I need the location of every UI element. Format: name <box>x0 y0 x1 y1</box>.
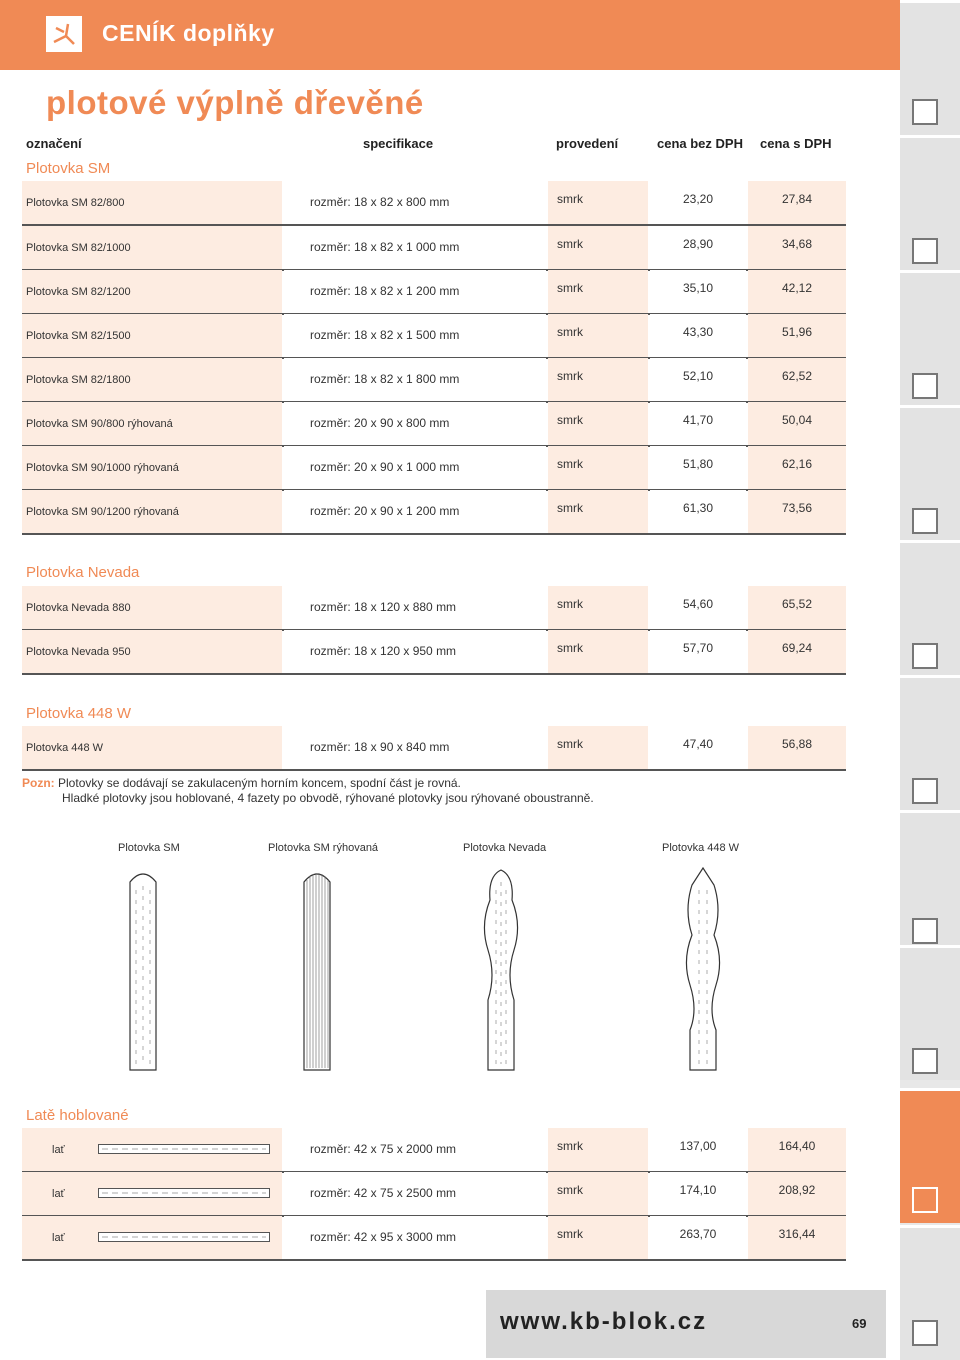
table-row <box>22 1216 846 1261</box>
column-header-specifikace: specifikace <box>363 136 434 151</box>
row-name: lať <box>52 1144 65 1156</box>
side-tab-2[interactable] <box>900 135 960 270</box>
row-price-bez-dph: 47,40 <box>682 737 714 751</box>
row-spec: rozměr: 18 x 90 x 840 mm <box>310 740 450 754</box>
row-price-bez-dph: 51,80 <box>682 457 714 471</box>
row-price-bez-dph: 41,70 <box>682 413 714 427</box>
row-name: Plotovka SM 82/1800 <box>26 374 131 386</box>
row-price-bez-dph: 23,20 <box>682 192 714 206</box>
curb-block-icon <box>912 643 938 669</box>
row-price-s-dph: 316,44 <box>778 1227 816 1241</box>
row-spec: rozměr: 42 x 75 x 2000 mm <box>310 1142 457 1156</box>
paving-block-icon <box>912 508 938 534</box>
column-header-cena-s-dph: cena s DPH <box>760 136 832 151</box>
row-spec: rozměr: 20 x 90 x 1 000 mm <box>310 460 460 474</box>
table-row <box>22 1172 846 1217</box>
plank-sm-ryhovana-drawing <box>304 873 330 1070</box>
fence-block-icon <box>912 778 938 804</box>
side-tab-5[interactable] <box>900 540 960 675</box>
row-name: Plotovka 448 W <box>26 742 104 754</box>
row-price-s-dph: 164,40 <box>778 1139 816 1153</box>
row-price-s-dph: 56,88 <box>781 737 813 751</box>
row-spec: rozměr: 18 x 82 x 1 200 mm <box>310 284 460 298</box>
plank-sm-drawing <box>130 874 156 1070</box>
row-price-bez-dph: 43,30 <box>682 325 714 339</box>
row-price-bez-dph: 54,60 <box>682 597 714 611</box>
row-provedeni: smrk <box>557 1139 583 1153</box>
section-title-448w: Plotovka 448 W <box>26 705 132 722</box>
row-spec: rozměr: 18 x 82 x 1 800 mm <box>310 372 460 386</box>
row-price-s-dph: 69,24 <box>781 641 813 655</box>
page-title: plotové výplně dřevěné <box>46 84 424 121</box>
row-spec: rozměr: 18 x 120 x 950 mm <box>310 644 457 658</box>
row-price-bez-dph: 137,00 <box>679 1139 717 1153</box>
row-spec: rozměr: 18 x 82 x 1 000 mm <box>310 240 460 254</box>
row-name: Plotovka SM 90/1000 rýhovaná <box>26 462 179 474</box>
row-provedeni: smrk <box>557 1183 583 1197</box>
row-price-s-dph: 27,84 <box>781 192 813 206</box>
row-price-s-dph: 73,56 <box>781 501 813 515</box>
row-provedeni: smrk <box>557 457 583 471</box>
row-price-s-dph: 50,04 <box>781 413 813 427</box>
plank-448w-drawing <box>686 868 719 1070</box>
row-spec: rozměr: 18 x 82 x 1 500 mm <box>310 328 460 342</box>
row-provedeni: smrk <box>557 325 583 339</box>
column-header-cena-bez-dph: cena bez DPH <box>657 136 743 151</box>
row-price-bez-dph: 263,70 <box>679 1227 717 1241</box>
drawing-label-nevada: Plotovka Nevada <box>463 842 547 854</box>
side-tab-4[interactable] <box>900 405 960 540</box>
note-line-1: Plotovky se dodávají se zakulaceným horním koncem, spodní část je rovná. <box>58 776 461 790</box>
tile-icon <box>912 1320 938 1346</box>
lath-drawing <box>98 1188 270 1198</box>
row-spec: rozměr: 42 x 95 x 3000 mm <box>310 1230 457 1244</box>
row-spec: rozměr: 42 x 75 x 2500 mm <box>310 1186 457 1200</box>
brick-block-icon <box>912 99 938 125</box>
row-price-bez-dph: 52,10 <box>682 369 714 383</box>
row-provedeni: smrk <box>557 369 583 383</box>
drawing-label-sm-ryhovana: Plotovka SM rýhovaná <box>268 842 379 854</box>
header-title: CENÍK doplňky <box>102 20 275 46</box>
row-provedeni: smrk <box>557 281 583 295</box>
brick-wall-icon <box>912 373 938 399</box>
row-provedeni: smrk <box>557 237 583 251</box>
row-name: Plotovka Nevada 950 <box>26 646 131 658</box>
note-line-2: Hladké plotovky jsou hoblované, 4 fazety po obvodě, rýhované plotovky jsou rýhované oboustranně. <box>62 791 594 805</box>
side-tab-doplnky[interactable] <box>900 1088 960 1223</box>
row-name: lať <box>52 1188 65 1200</box>
page-number: 69 <box>852 1316 867 1331</box>
row-provedeni: smrk <box>557 641 583 655</box>
row-price-bez-dph: 61,30 <box>682 501 714 515</box>
row-price-s-dph: 65,52 <box>781 597 813 611</box>
section-title-nevada: Plotovka Nevada <box>26 564 140 581</box>
row-provedeni: smrk <box>557 501 583 515</box>
row-spec: rozměr: 18 x 120 x 880 mm <box>310 600 457 614</box>
side-tab-10[interactable] <box>900 1225 960 1360</box>
row-provedeni: smrk <box>557 192 583 206</box>
section-title-sm: Plotovka SM <box>26 160 111 177</box>
row-provedeni: smrk <box>557 737 583 751</box>
row-provedeni: smrk <box>557 597 583 611</box>
stairs-icon <box>912 1048 938 1074</box>
row-provedeni: smrk <box>557 1227 583 1241</box>
row-name: lať <box>52 1232 65 1244</box>
row-price-s-dph: 62,52 <box>781 369 813 383</box>
side-tab-7[interactable] <box>900 810 960 945</box>
note-label: Pozn: <box>22 776 55 790</box>
lath-drawing <box>98 1232 270 1242</box>
row-price-s-dph: 34,68 <box>781 237 813 251</box>
lath-drawing <box>98 1144 270 1154</box>
side-tab-8[interactable] <box>900 945 960 1080</box>
row-price-s-dph: 51,96 <box>781 325 813 339</box>
row-name: Plotovka SM 82/800 <box>26 197 125 209</box>
row-price-s-dph: 208,92 <box>778 1183 816 1197</box>
table-row <box>22 1128 846 1173</box>
side-tab-6[interactable] <box>900 675 960 810</box>
drawing-label-sm: Plotovka SM <box>118 842 180 854</box>
row-name: Plotovka SM 90/800 rýhovaná <box>26 418 173 430</box>
column-header-oznaceni: označení <box>26 136 82 151</box>
row-name: Plotovka Nevada 880 <box>26 602 131 614</box>
row-price-bez-dph: 28,90 <box>682 237 714 251</box>
row-price-bez-dph: 57,70 <box>682 641 714 655</box>
side-tab-1[interactable] <box>900 0 960 135</box>
paving-stone-icon <box>912 918 938 944</box>
row-price-bez-dph: 174,10 <box>679 1183 717 1197</box>
fence-accessory-icon <box>912 1187 938 1213</box>
row-price-bez-dph: 35,10 <box>682 281 714 295</box>
row-name: Plotovka SM 82/1500 <box>26 330 131 342</box>
row-spec: rozměr: 20 x 90 x 1 200 mm <box>310 504 460 518</box>
column-header-provedeni: provedení <box>556 136 619 151</box>
row-spec: rozměr: 18 x 82 x 800 mm <box>310 195 450 209</box>
row-name: Plotovka SM 82/1200 <box>26 286 131 298</box>
row-price-s-dph: 62,16 <box>781 457 813 471</box>
side-tab-3[interactable] <box>900 270 960 405</box>
wall-block-icon <box>912 238 938 264</box>
row-provedeni: smrk <box>557 413 583 427</box>
row-name: Plotovka SM 82/1000 <box>26 242 131 254</box>
section-title-late: Latě hoblované <box>26 1107 129 1124</box>
row-price-s-dph: 42,12 <box>781 281 813 295</box>
plank-nevada-drawing <box>484 870 517 1070</box>
row-name: Plotovka SM 90/1200 rýhovaná <box>26 506 179 518</box>
drawing-label-448w: Plotovka 448 W <box>662 842 740 854</box>
row-spec: rozměr: 20 x 90 x 800 mm <box>310 416 450 430</box>
footer-url[interactable]: www.kb-blok.cz <box>500 1308 708 1335</box>
